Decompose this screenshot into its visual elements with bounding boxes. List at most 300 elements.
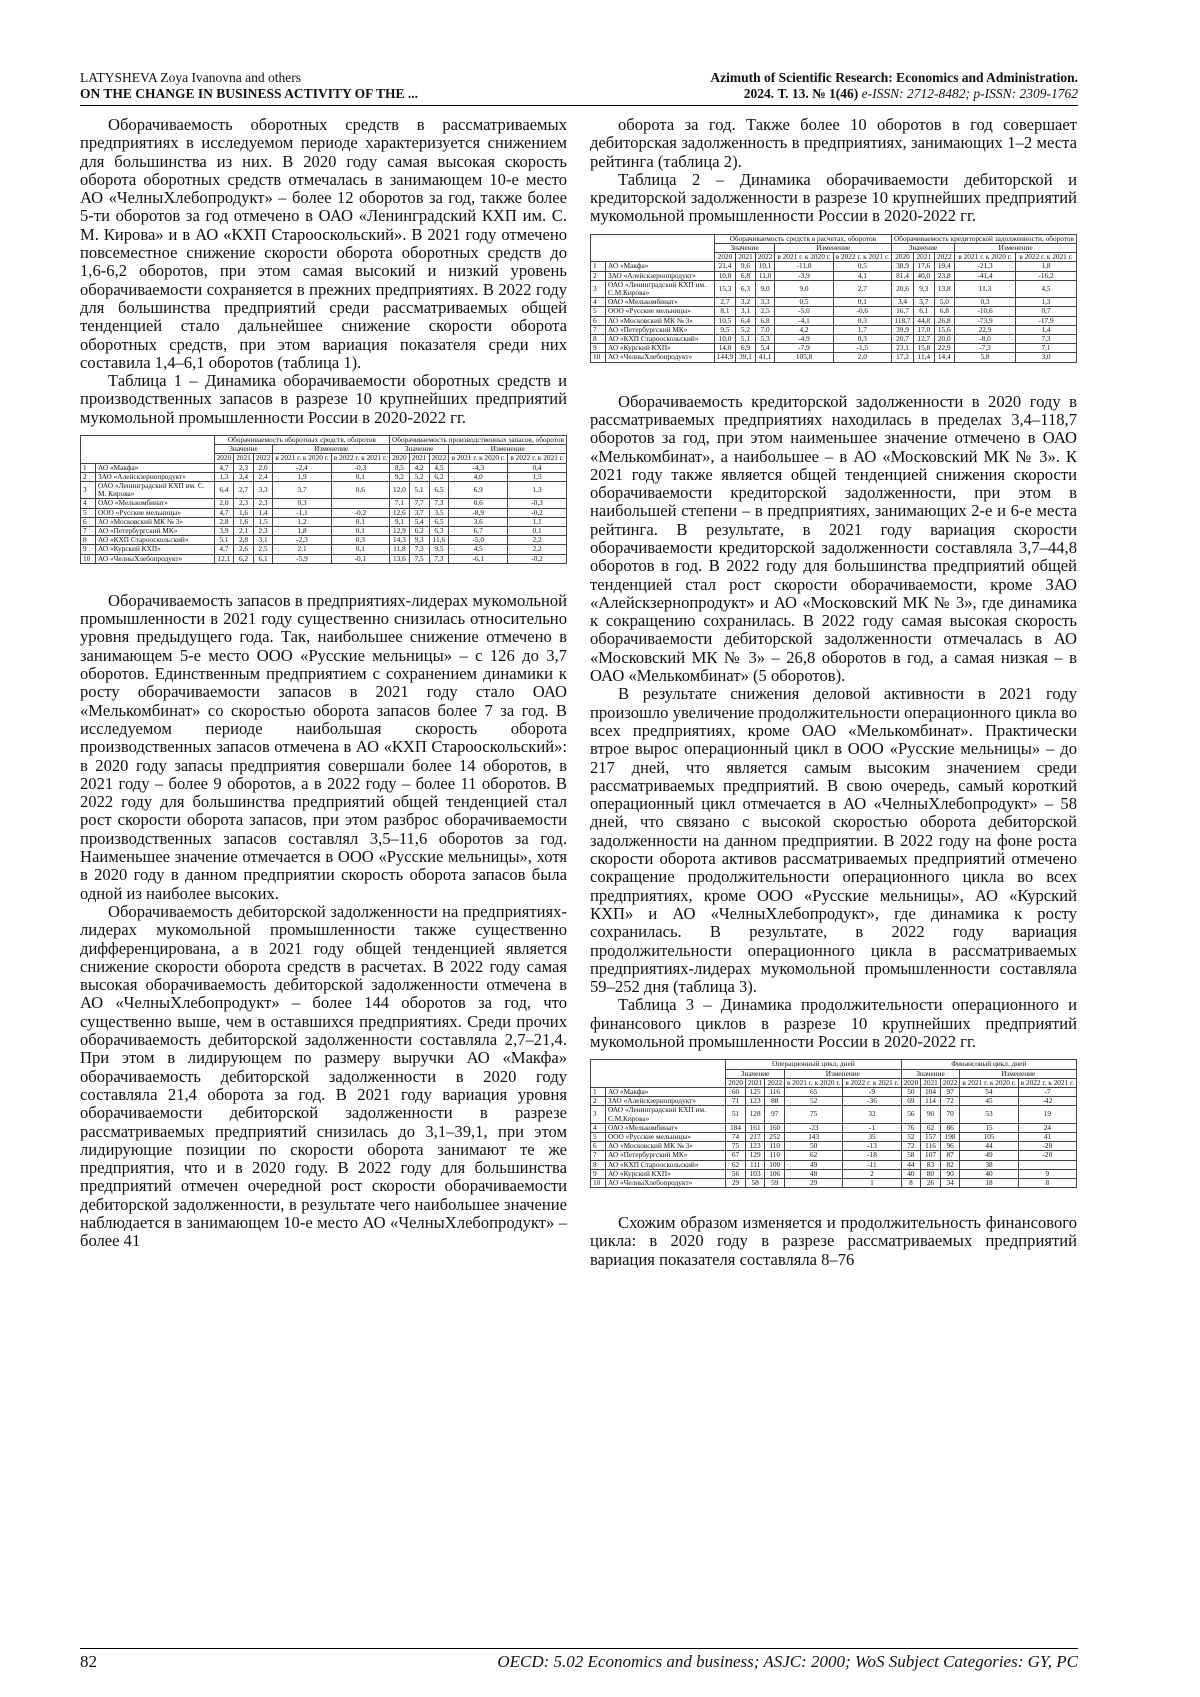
table-cell: 81,4: [891, 271, 913, 280]
table-cell: 23,8: [934, 271, 954, 280]
table-cell: 128: [745, 1106, 765, 1123]
company-name: ООО «Русские мельницы»: [606, 1132, 726, 1141]
table-cell: 6,3: [429, 527, 449, 536]
table-cell: -8,0: [955, 335, 1016, 344]
table-cell: 2,4: [234, 472, 254, 481]
header-issn: e-ISSN: 2712-8482; p-ISSN: 2309-1762: [858, 86, 1078, 101]
table-cell: -1,1: [273, 508, 331, 517]
company-name: ООО «Русские мельницы»: [606, 307, 715, 316]
table-cell: 6,5: [429, 517, 449, 526]
table-cell: 22,9: [934, 344, 954, 353]
table-cell: 0,1: [331, 527, 389, 536]
table-cell: 2,2: [508, 545, 567, 554]
table-cell: 38,9: [891, 262, 913, 271]
table-cell: 4,5: [449, 545, 508, 554]
table-cell: 15: [960, 1123, 1018, 1132]
column-header: в 2021 г. к 2020 г.: [960, 1078, 1018, 1087]
table-cell: 13,8: [934, 280, 954, 297]
column-header: 2021: [914, 253, 934, 262]
table-cell: 59: [765, 1178, 785, 1187]
table-cell: 0,5: [775, 298, 833, 307]
table-cell: -16,2: [1016, 271, 1077, 280]
table-cell: 106: [765, 1169, 785, 1178]
table-cell: 22,9: [955, 325, 1016, 334]
table-cell: 23,1: [891, 344, 913, 353]
table-cell: 3,7: [273, 482, 331, 499]
table-cell: 1,6: [234, 517, 254, 526]
table-cell: 90: [921, 1106, 941, 1123]
table-cell: -11,8: [775, 262, 833, 271]
company-name: АО «Курский КХП»: [96, 545, 215, 554]
table-cell: 80: [921, 1169, 941, 1178]
table-cell: 2: [843, 1169, 901, 1178]
table-cell: 7,3: [429, 499, 449, 508]
row-number: 2: [591, 1097, 606, 1106]
row-number: 1: [591, 1087, 606, 1096]
table-row: [591, 1178, 1077, 1187]
table-cell: 20,6: [891, 280, 913, 297]
table-cell: 3,7: [409, 508, 429, 517]
table-cell: 2,3: [253, 499, 273, 508]
company-name: АО «Московский МК № 3»: [606, 316, 715, 325]
table-cell: 105,8: [775, 353, 833, 362]
group-header: Оборачиваемость кредиторской задолженности, оборотов: [891, 234, 1076, 243]
row-number: 7: [591, 1151, 606, 1160]
company-name: АО «Макфа»: [606, 262, 715, 271]
subheader-value: Значение: [726, 1069, 785, 1078]
row-number: 4: [81, 499, 96, 508]
table-cell: 72: [940, 1097, 960, 1106]
company-name: АО «ЧелныХлебопродукт»: [96, 554, 215, 563]
table-cell: 114: [921, 1097, 941, 1106]
table-cell: 1,8: [273, 527, 331, 536]
table-cell: 111: [745, 1160, 765, 1169]
table-cell: 2,7: [833, 280, 891, 297]
table-cell: 10,1: [755, 262, 775, 271]
row-number: 7: [81, 527, 96, 536]
table-cell: 10,5: [714, 316, 735, 325]
table-cell: 14,3: [390, 536, 410, 545]
table-2: [590, 234, 1077, 363]
table-cell: 50: [901, 1087, 921, 1096]
table-cell: 8: [901, 1178, 921, 1187]
table-cell: 5,1: [736, 335, 756, 344]
table-cell: 3,7: [914, 298, 934, 307]
table-3: [590, 1059, 1077, 1188]
table-cell: 62: [785, 1151, 843, 1160]
subheader-change: Изменение: [785, 1069, 902, 1078]
column-header: в 2021 г. к 2020 г.: [775, 253, 833, 262]
company-name: АО «Петербургский МК»: [606, 325, 715, 334]
table-cell: 29: [726, 1178, 746, 1187]
table-cell: 4,5: [1016, 280, 1077, 297]
table-row: [591, 280, 1077, 297]
table-cell: 44: [960, 1142, 1018, 1151]
table-cell: -0,3: [331, 463, 389, 472]
table-cell: 116: [765, 1087, 785, 1096]
company-name: АО «Макфа»: [606, 1087, 726, 1096]
table-cell: 11,8: [390, 545, 410, 554]
group-header: Финансовый цикл, дней: [901, 1060, 1076, 1069]
table-row: [81, 482, 567, 499]
table-cell: -17,9: [1016, 316, 1077, 325]
table-cell: -1,5: [833, 344, 891, 353]
table-cell: 0,1: [331, 545, 389, 554]
table-cell: 67: [726, 1151, 746, 1160]
table-row: [591, 262, 1077, 271]
company-name: ОАО «Мелькомбинат»: [606, 1123, 726, 1132]
table-cell: 9,0: [775, 280, 833, 297]
table-cell: 2,0: [833, 353, 891, 362]
column-header: в 2022 г. к 2021 г.: [331, 454, 389, 463]
column-header: 2020: [390, 454, 410, 463]
table-cell: 7,3: [1016, 335, 1077, 344]
table-row: [591, 271, 1077, 280]
table-cell: 5,0: [934, 298, 954, 307]
company-name: АО «КХП Старооскольский»: [606, 1160, 726, 1169]
header-author: LATYSHEVA Zoya Ivanovna and others: [80, 70, 301, 85]
table-row: [591, 1106, 1077, 1123]
table-cell: 3,5: [429, 508, 449, 517]
table-cell: 9,3: [914, 280, 934, 297]
table-cell: 3,2: [736, 298, 756, 307]
column-header: 2022: [429, 454, 449, 463]
table-cell: 8: [1018, 1178, 1076, 1187]
table-cell: 14,4: [934, 353, 954, 362]
table-cell: 2,0: [253, 463, 273, 472]
table-cell: -0,2: [508, 508, 567, 517]
table-cell: 1,3: [508, 482, 567, 499]
table-cell: 14,8: [714, 344, 735, 353]
table-cell: 0,1: [331, 472, 389, 481]
table-cell: 217: [745, 1132, 765, 1141]
table-cell: [331, 499, 389, 508]
header-journal: Azimuth of Scientific Research: Economics and Administration.: [710, 70, 1078, 85]
table-cell: 10,0: [714, 335, 735, 344]
row-number: 2: [591, 271, 606, 280]
table-cell: 3,6: [449, 517, 508, 526]
table-cell: 5,4: [409, 517, 429, 526]
table-cell: 70: [940, 1106, 960, 1123]
table-cell: 0,1: [833, 298, 891, 307]
header-volume: 2024. Т. 13. № 1(46): [743, 86, 859, 101]
table-cell: -18: [843, 1151, 901, 1160]
column-header: 2021: [234, 454, 254, 463]
row-number: 9: [81, 545, 96, 554]
table-cell: 12,6: [390, 508, 410, 517]
table-cell: 7,3: [409, 545, 429, 554]
table-cell: 4,2: [409, 463, 429, 472]
header-rule: [80, 105, 1078, 106]
table-cell: 252: [765, 1132, 785, 1141]
table-cell: 19: [1018, 1106, 1076, 1123]
company-name: ЗАО «Алейскзернопродукт»: [96, 472, 215, 481]
column-header: 2021: [745, 1078, 765, 1087]
table-cell: 62: [726, 1160, 746, 1169]
table-cell: 5,1: [214, 536, 234, 545]
table-cell: 44,8: [914, 316, 934, 325]
table-cell: 6,2: [234, 554, 254, 563]
column-header: 2020: [891, 253, 913, 262]
table-cell: 53: [960, 1106, 1018, 1123]
table-cell: 20,7: [891, 335, 913, 344]
table-cell: 9: [1018, 1169, 1076, 1178]
company-name: АО «Петербургский МК»: [606, 1151, 726, 1160]
table-cell: 0,3: [833, 316, 891, 325]
table-cell: 17,6: [914, 262, 934, 271]
table-cell: 54: [960, 1087, 1018, 1096]
table-cell: -0,6: [833, 307, 891, 316]
table-cell: 5,4: [755, 344, 775, 353]
table-cell: 2,3: [234, 499, 254, 508]
row-number: 4: [591, 1123, 606, 1132]
table-cell: 17,2: [891, 353, 913, 362]
column-header: 2021: [736, 253, 756, 262]
table-cell: 0,3: [331, 536, 389, 545]
table-cell: -7: [1018, 1087, 1076, 1096]
company-name: АО «Макфа»: [96, 463, 215, 472]
table-cell: 9,6: [736, 262, 756, 271]
footer-classification: OECD: 5.02 Economics and business; ASJC: 2000; WoS Subject Categories: GY, PC: [497, 1652, 1078, 1671]
table-cell: 0,3: [955, 298, 1016, 307]
table-cell: 2,2: [508, 536, 567, 545]
header-blank: [591, 1060, 726, 1088]
company-name: ОАО «Ленинградский КХП им. С. М. Кирова»: [96, 482, 215, 499]
table-cell: 40: [960, 1169, 1018, 1178]
table-cell: -23: [785, 1123, 843, 1132]
table-cell: 69: [901, 1097, 921, 1106]
table-cell: 2,1: [273, 545, 331, 554]
row-number: 9: [591, 344, 606, 353]
row-number: 6: [591, 316, 606, 325]
table-cell: 5,3: [755, 335, 775, 344]
row-number: 5: [81, 508, 96, 517]
table-cell: 87: [940, 1151, 960, 1160]
table-cell: 21,4: [714, 262, 735, 271]
subheader-value: Значение: [390, 445, 449, 454]
table-row: [81, 508, 567, 517]
table-cell: 10,8: [714, 271, 735, 280]
table-cell: 75: [726, 1142, 746, 1151]
table-cell: 6,8: [934, 307, 954, 316]
table-cell: 45: [960, 1097, 1018, 1106]
table-cell: -7,9: [775, 344, 833, 353]
subheader-change: Изменение: [775, 243, 892, 252]
subheader-value: Значение: [214, 445, 273, 454]
table-cell: 34: [940, 1178, 960, 1187]
table-row: [591, 1151, 1077, 1160]
table-row: [591, 1160, 1077, 1169]
table-cell: 7,0: [755, 325, 775, 334]
table-row: [81, 554, 567, 563]
table-cell: 41,1: [755, 353, 775, 362]
column-header: 2022: [755, 253, 775, 262]
company-name: ОАО «Мелькомбинат»: [606, 298, 715, 307]
table-cell: -5,0: [775, 307, 833, 316]
table-cell: 6,5: [429, 482, 449, 499]
company-name: ОАО «Мелькомбинат»: [96, 499, 215, 508]
table-cell: 6,2: [429, 472, 449, 481]
paragraph: Оборачиваемость оборотных средств в рассматриваемых предприятиях в исследуемом периоде характеризуется снижением для большинства из них. В 2020 году самая высокая скорость оборота оборотных средств отмечалась в занимающем 10-е место АО «ЧелныХлебопродукт» – более 12 оборотов за год, также более 5-ти оборотов за год отмечено в ОАО «Ленинградский КХП им. С. М. Кирова» и в АО «КХП Старооскольский». В 2021 году отмечено повсеместное снижение скорости оборота оборотных средств до 1,6-6,2 оборотов, при этом самая высокий и низкий уровень оборачиваемости сохраняется в прежних предприятиях. В 2022 году для большинства предприятий среди рассматриваемых общей тенденцией стало дальнейшее снижение скорости оборота оборотных средств, при этом вариация показателя среди них составила 1,4–6,1 оборотов (таблица 1).: [80, 115, 567, 372]
company-name: ОАО «Ленинградский КХП им. С.М.Кирова»: [606, 280, 715, 297]
table-cell: 40: [901, 1169, 921, 1178]
table-cell: -2,4: [273, 463, 331, 472]
table-cell: 125: [745, 1087, 765, 1096]
company-name: АО «КХП Старооскольский»: [96, 536, 215, 545]
table-cell: 3,1: [253, 536, 273, 545]
table-cell: -1: [843, 1123, 901, 1132]
table-cell: 110: [765, 1151, 785, 1160]
column-header: в 2021 г. к 2020 г.: [785, 1078, 843, 1087]
table-cell: 7,3: [429, 554, 449, 563]
table-cell: 116: [921, 1142, 941, 1151]
column-header: 2022: [253, 454, 273, 463]
subheader-change: Изменение: [449, 445, 567, 454]
column-header: 2022: [934, 253, 954, 262]
table-cell: 50: [785, 1142, 843, 1151]
header-blank: [81, 436, 215, 464]
table-cell: 35: [843, 1132, 901, 1141]
table-cell: 75: [785, 1106, 843, 1123]
table-cell: 97: [765, 1106, 785, 1123]
column-header: в 2022 г. к 2021 г.: [833, 253, 891, 262]
row-number: 4: [591, 298, 606, 307]
column-header: 2021: [921, 1078, 941, 1087]
paragraph: Оборачиваемость кредиторской задолженности в 2020 году в рассматриваемых предприятиях находилась в пределах 3,4–118,7 оборотов за год, при этом наименьшее значение отмечено в ОАО «Мелькомбинат», а наибольшее – в АО «Московский МК № 3». К 2021 году также является общей тенденцией снижения скорости оборачиваемости кредиторской задолженности, при этом в наибольшей степени – в предприятиях, занимающих 2-е и 6-е места рейтинга. В результате, в 2021 году вариация скорости оборачиваемости кредиторской задолженности составляла 3,7–44,8 оборотов в год. В 2022 году для большинства предприятий общей тенденцией стал рост скорости оборачиваемости, кроме ЗАО «Алейскзернопродукт» и АО «Московский МК № 3», где динамика к сокращению сохранилась. В 2022 году самая высокая скорость оборачиваемости дебиторской задолженности отмечалась в АО «Московский МК № 3» – 26,8 оборотов в год, а самая низкая – в ОАО «Мелькомбинат» (5 оборотов).: [590, 391, 1077, 686]
column-header: в 2022 г. к 2021 г.: [508, 454, 567, 463]
table-cell: 161: [745, 1123, 765, 1132]
table-cell: 0,1: [331, 517, 389, 526]
table-cell: 4,2: [775, 325, 833, 334]
table-cell: 157: [921, 1132, 941, 1141]
table-cell: -0,2: [331, 508, 389, 517]
row-number: 3: [81, 482, 96, 499]
table-cell: 51: [726, 1106, 746, 1123]
table-cell: 1,9: [273, 472, 331, 481]
table-cell: -5,9: [273, 554, 331, 563]
header-issue: [710, 86, 1078, 102]
table-cell: 1,8: [1016, 262, 1077, 271]
table-cell: -5,0: [449, 536, 508, 545]
table-cell: 3,1: [736, 307, 756, 316]
paragraph: Схожим образом изменяется и продолжительность финансового цикла: в 2020 году в разрезе рассматриваемых предприятий вариация показателя составляла 8–76: [590, 1213, 1077, 1269]
table-cell: 11,4: [914, 353, 934, 362]
table-cell: 88: [765, 1097, 785, 1106]
company-name: АО «Курский КХП»: [606, 344, 715, 353]
row-number: 3: [591, 280, 606, 297]
company-name: АО «КХП Старооскольский»: [606, 335, 715, 344]
group-header: Оборачиваемость производственных запасов, оборотов: [390, 436, 567, 445]
table-cell: -4,3: [449, 463, 508, 472]
table-cell: 1,5: [508, 472, 567, 481]
table-cell: 9,3: [409, 536, 429, 545]
table-cell: 11,6: [429, 536, 449, 545]
column-header: в 2021 г. к 2020 г.: [273, 454, 331, 463]
table-cell: 2,5: [253, 545, 273, 554]
table-cell: 0,4: [508, 463, 567, 472]
company-name: АО «ЧелныХлебопродукт»: [606, 353, 715, 362]
table-cell: 97: [940, 1087, 960, 1096]
company-name: АО «ЧелныХлебопродукт»: [606, 1178, 726, 1187]
table-cell: 3,4: [891, 298, 913, 307]
table-cell: 2,8: [214, 517, 234, 526]
table-cell: 2,0: [214, 499, 234, 508]
row-number: 10: [591, 353, 606, 362]
table-cell: 9,1: [390, 517, 410, 526]
table-cell: 4,0: [449, 472, 508, 481]
paragraph: В результате снижения деловой активности в 2021 году произошло увеличение продолжительности операционного цикла во всех предприятиях, кроме ОАО «Мелькомбинат». Практически втрое вырос операционный цикл в ООО «Русские мельницы» – до 217 дней, что является самым высоким значением среди рассматриваемых предприятий. В свою очередь, самый короткий операционный цикл отмечается в АО «ЧелныХлебопродукт» – 58 дней, что связано с высокой скоростью оборота дебиторской задолженности на данном предприятии. В 2022 году на фоне роста скорости оборота активов рассматриваемых предприятий отмечено сокращение продолжительности операционного цикла во всех предприятиях, кроме ООО «Русские мельницы», АО «Курский КХП» и АО «ЧелныХлебопродукт», где динамика к росту сохранилась. В результате, в 2022 году вариация продолжительности операционного цикла в рассматриваемых предприятиях-лидерах мукомольной промышленности составляла 59–252 дня (таблица 3).: [590, 684, 1077, 997]
table-cell: 58: [901, 1151, 921, 1160]
table-cell: 82: [940, 1160, 960, 1169]
table-cell: 6,1: [253, 554, 273, 563]
column-header: 2020: [901, 1078, 921, 1087]
table-cell: -4,9: [775, 335, 833, 344]
company-name: ОАО «Ленинградский КХП им. С.М.Кирова»: [606, 1106, 726, 1123]
table-cell: 2,1: [234, 527, 254, 536]
subheader-change: Изменение: [955, 243, 1077, 252]
row-number: 8: [81, 536, 96, 545]
table-cell: 9,5: [429, 545, 449, 554]
table-cell: 1,2: [273, 517, 331, 526]
table-cell: 32: [843, 1106, 901, 1123]
table-cell: 118,7: [891, 316, 913, 325]
table-cell: -7,3: [955, 344, 1016, 353]
table-cell: 49: [785, 1160, 843, 1169]
table-cell: [1018, 1160, 1076, 1169]
table-cell: 41: [1018, 1132, 1076, 1141]
table-cell: -6,1: [449, 554, 508, 563]
table-cell: 5,2: [409, 472, 429, 481]
left-column: [80, 116, 567, 1251]
table-cell: 6,8: [736, 271, 756, 280]
table-cell: -8,9: [449, 508, 508, 517]
table-cell: 71: [726, 1097, 746, 1106]
table-cell: 7,1: [1016, 344, 1077, 353]
column-header: в 2022 г. к 2021 г.: [843, 1078, 901, 1087]
table-cell: 3,9: [214, 527, 234, 536]
table-cell: 8,1: [714, 307, 735, 316]
table-cell: 6,7: [449, 527, 508, 536]
table-cell: 56: [726, 1169, 746, 1178]
table-cell: -73,9: [955, 316, 1016, 325]
table-cell: 11,3: [955, 280, 1016, 297]
table-cell: 83: [921, 1160, 941, 1169]
table-cell: 144,9: [714, 353, 735, 362]
subheader-value: Значение: [901, 1069, 960, 1078]
table-cell: 6,8: [755, 316, 775, 325]
table-cell: 39,9: [891, 325, 913, 334]
row-number: 9: [591, 1169, 606, 1178]
paragraph: Оборачиваемость дебиторской задолженности на предприятиях-лидерах мукомольной промышленности также существенно дифференцирована, а в 2021 году общей тенденцией является снижение скорости оборота средств в расчетах. В 2022 году самая высокая оборачиваемость дебиторской задолженности отмечена в АО «ЧелныХлебопродукт» – более 144 оборотов за год, что существенно выше, чем в оставшихся предприятиях. Среди прочих оборачиваемость дебиторской задолженности составляла 2,7–21,4. При этом в лидирующем по размеру выручки АО «Макфа» оборачиваемость дебиторской задолженности в 2020 году составляла 21,4 оборота за год. В 2021 году вариация уровня оборачиваемости дебиторской задолженности в разрезе рассматриваемых предприятий снизилась до 3,1–39,1, при этом лидирующие позиции по скорости оборота занимают те же предприятия, что и в 2020 году. В 2022 году для большинства предприятий отмечен очередной рост скорости оборачиваемости дебиторской задолженности, в результате чего наибольшее значение наблюдается в занимающем 10-е место АО «ЧелныХлебопродукт» – более 41: [80, 901, 567, 1251]
table-cell: 2,6: [234, 545, 254, 554]
header-article-title: ON THE CHANGE IN BUSINESS ACTIVITY OF THE ...: [80, 86, 418, 101]
table-cell: 1,1: [508, 517, 567, 526]
table-cell: 105: [960, 1132, 1018, 1141]
footer-rule: [80, 1648, 1078, 1649]
table-cell: 7,7: [409, 499, 429, 508]
table-cell: -9: [843, 1087, 901, 1096]
table-cell: 86: [940, 1123, 960, 1132]
table1-caption: Таблица 1 – Динамика оборачиваемости оборотных средств и производственных запасов в разрезе 10 крупнейших предприятий мукомольной промышленности России в 2020-2022 гг.: [80, 371, 567, 427]
table-cell: -13: [843, 1142, 901, 1151]
table-row: [591, 316, 1077, 325]
table-cell: 6,1: [914, 307, 934, 316]
table-cell: 38: [960, 1160, 1018, 1169]
table-cell: 12,0: [390, 482, 410, 499]
table-cell: 3,3: [755, 298, 775, 307]
table-cell: 5,2: [736, 325, 756, 334]
subheader-value: Значение: [891, 243, 954, 252]
